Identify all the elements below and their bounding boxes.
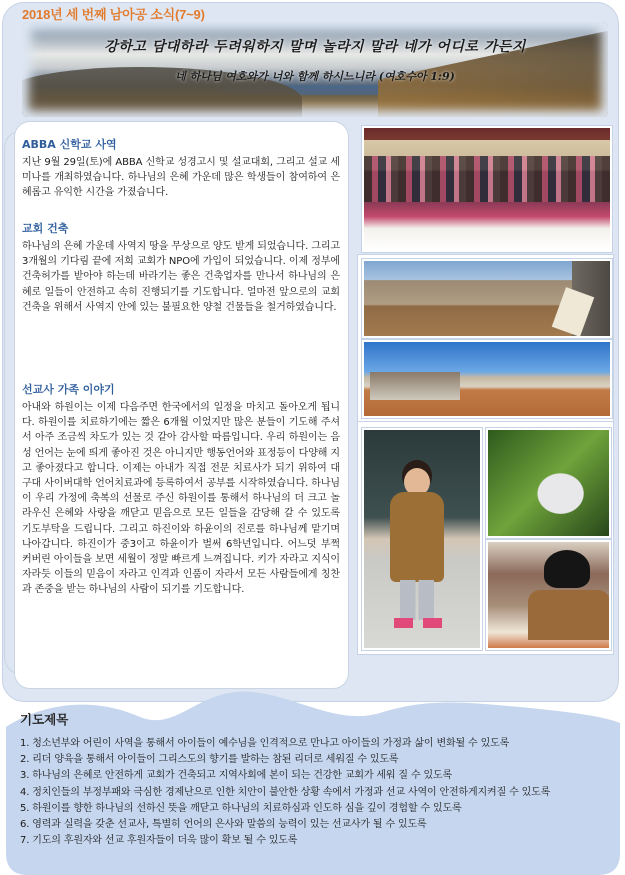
girl-shoes	[394, 618, 442, 628]
prayer-title: 기도제목	[20, 712, 69, 727]
section-body-church: 하나님의 은혜 가운데 사역지 땅을 무상으로 양도 받게 되었습니다. 그리고 3개월의 기다림 끝에 저희 교회가 NPO에 가입이 되었습니다. 이제 정부에 건축허가를 받아야 하는데 바라기는 좋은 건축업자를 만나서 하나님의 은혜로 일들이 안전하고 속히 진행되기를 기도합니다. 얼마전 앞으로의 교회 건축을 위해서 사역지 안에 있는 불필요한 양철 건물들을 철거하였습니다.	[22, 241, 340, 313]
section-heading-church: 교회 건축	[22, 222, 69, 235]
seminar-crowd	[364, 156, 610, 206]
newsletter-title: 2018년 세 번째 남아공 소식(7~9)	[22, 7, 205, 22]
boy-body	[528, 590, 610, 640]
section-heading-abba: ABBA 신학교 사역	[22, 138, 117, 151]
section-abba	[22, 136, 340, 201]
photo-girl	[362, 428, 482, 650]
photo-panel	[357, 126, 611, 682]
banner-fade	[22, 22, 608, 117]
girl-legs	[400, 580, 434, 620]
photo-site-buildings	[362, 259, 612, 338]
prayer-item: 6. 영력과 실력을 갖춘 선교사, 특별히 언어의 은사와 말씀의 능력이 있는 선교사가 될 수 있도록	[20, 819, 427, 831]
site-shed	[370, 372, 460, 400]
photo-boy	[486, 540, 611, 650]
section-family	[22, 381, 340, 598]
boy-hair	[544, 550, 590, 588]
banner-verse-line2: 네 하나님 여호와가 너와 함께 하시느니라 (여호수아 1:9)	[175, 70, 455, 83]
prayer-item: 3. 하나님의 은혜로 안전하게 교회가 건축되고 지역사회에 본이 되는 건강한 교회가 세워 질 수 있도록	[20, 770, 453, 782]
photo-seminar	[362, 126, 612, 252]
prayer-list	[20, 736, 615, 849]
section-body-abba: 지난 9월 29일(토)에 ABBA 신학교 성경고시 및 설교대회, 그리고 설교 세미나를 개최하였습니다. 하나님의 은혜 가운데 많은 학생들이 참여하여 은혜롭고 유익한 시간을 가졌습니다.	[22, 157, 340, 199]
prayer-item: 2. 리더 양육을 통해서 아이들이 그리스도의 향기를 발하는 참된 리더로 세워질 수 있도록	[20, 754, 399, 766]
section-heading-family: 선교사 가족 이야기	[22, 383, 115, 396]
photo-site-cleared	[362, 340, 612, 418]
prayer-item: 5. 하원이를 향한 하나님의 선하신 뜻을 깨닫고 하나님의 치료하심과 인도하 심을 깊이 경험할 수 있도록	[20, 802, 462, 814]
prayer-item: 1. 청소년부와 어린이 사역을 통해서 아이들이 예수님을 인격적으로 만나고 아이들의 가정과 삶이 변화될 수 있도록	[20, 738, 510, 749]
prayer-item: 7. 기도의 후원자와 선교 후원자들이 더욱 많이 확보 될 수 있도록	[20, 835, 298, 847]
prayer-item: 4. 정치인들의 부정부패와 극심한 경제난으로 인한 치안이 불안한 상황 속에서 가정과 선교 사역이 안전하게지켜질 수 있도록	[20, 786, 551, 798]
photo-teen	[486, 428, 611, 538]
girl-coat	[390, 492, 444, 582]
seminar-tables	[364, 202, 610, 250]
banner-image	[22, 22, 608, 117]
section-body-family: 아내와 하원이는 이제 다음주면 한국에서의 일정을 마치고 돌아오게 됩니다. 하원이를 치료하기에는 짧은 6개월 이었지만 많은 분들이 기도해 주셔서 아주 조금씩 차도가 있는 것 같아 감사할 따름입니다. 우리 하원이는 음성 언어는 눈에 띄게 좋아진 것은 아니지만 행동언어와 표정등이 다양해 지고 좋아졌다고 합니다. 이제는 아내가 직접 전문 치료사가 되기 위하여 대구대 사이버대학 언어치료과에 등록하여서 공부를 시작하였습니다. 하나님이 우리 가정에 축복의 선물로 주신 하원이를 통해서 하나님의 더 크고 놀라우신 은혜와 사랑을 깨닫고 믿음으로 모든 일들을 감당해 갈 수 있도록 기도부탁을 드립니다. 그리고 하진이와 하윤이의 진로를 하나님께 맡기며 나아갑니다. 하진이가 중3이고 하윤이가 벌써 6학년입니다. 어느덧 부쩍 커버린 아이들을 보면 세월이 정말 빠르게 느껴집니다. 키가 자라고 지식이 자라듯 이들의 믿음이 자라고 인격과 인품이 자라서 모든 사람들에게 칭찬과 존중을 받는 하나님의 사람이 되기를 기도합니다.	[22, 402, 340, 596]
banner-verse-line1: 강하고 담대하라 두려워하지 말며 놀라지 말라 네가 어디로 가든지	[104, 39, 526, 55]
section-church	[22, 220, 340, 315]
